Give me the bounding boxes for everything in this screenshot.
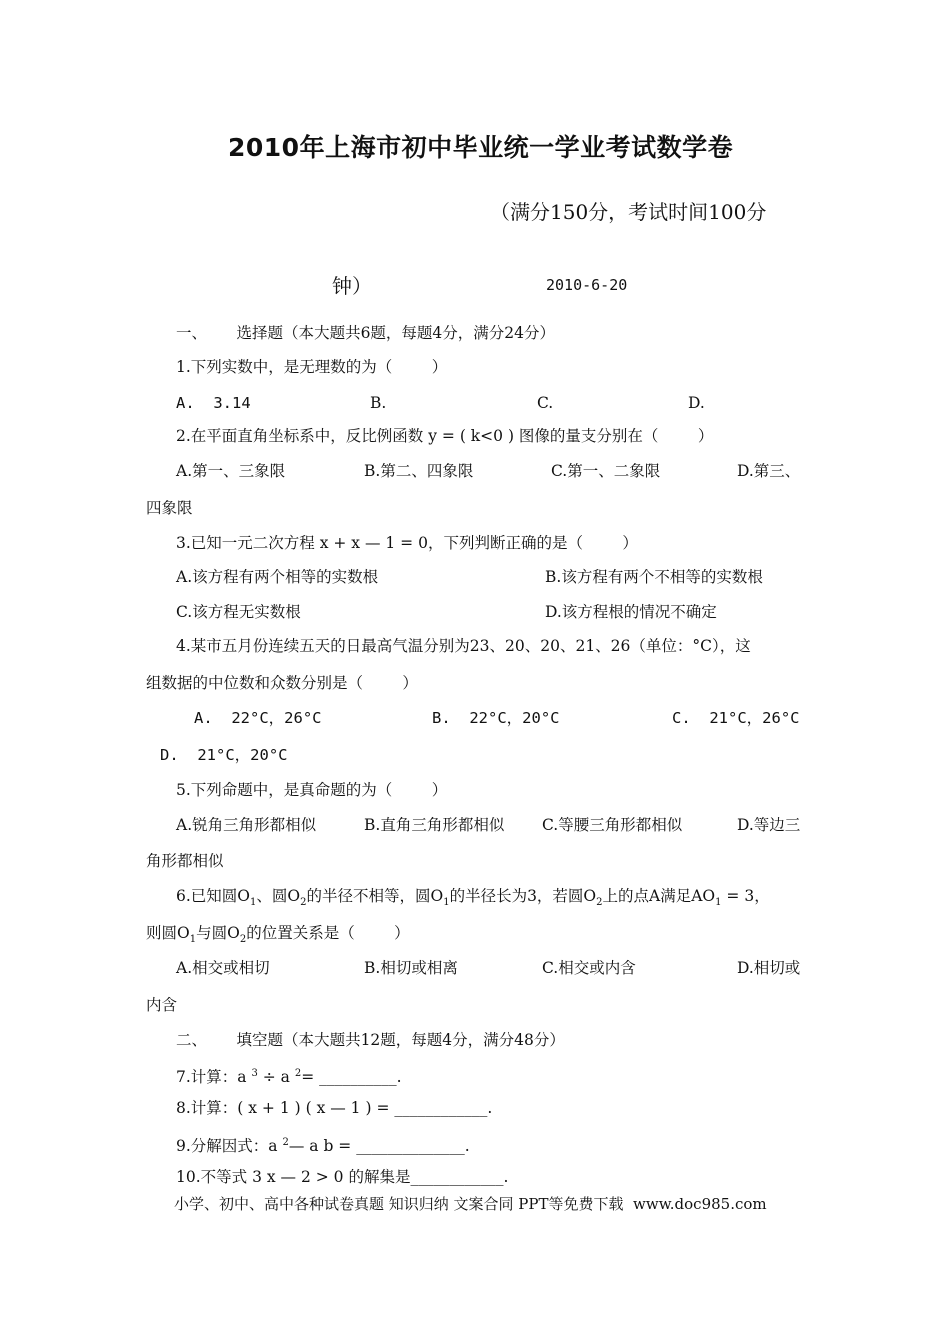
- q9-stem: 9.分解因式：a $^2$— a b = ______________.: [176, 1137, 470, 1156]
- q1-option-d: D.: [688, 394, 705, 412]
- q1-option-a: A. 3.14: [176, 394, 251, 412]
- q1-stem: 1.下列实数中，是无理数的为（ ）: [176, 358, 448, 376]
- q5-stem: 5.下列命题中，是真命题的为（ ）: [176, 781, 448, 799]
- q4-stem: 4.某市五月份连续五天的日最高气温分别为23、20、20、21、26（单位：°C），这: [176, 637, 751, 655]
- q2-stem: 2.在平面直角坐标系中，反比例函数 y = ( k<0 ) 图像的量支分别在（ ）: [176, 427, 714, 445]
- q3-option-b: B.该方程有两个不相等的实数根: [545, 568, 763, 586]
- q1-option-b: B.: [370, 394, 387, 412]
- exam-info-line2: 钟）: [332, 274, 372, 298]
- q2-option-d: D.第三、: [737, 462, 801, 480]
- q5-option-a: A.锐角三角形都相似: [176, 816, 317, 834]
- q10-stem: 10.不等式 3 x — 2 > 0 的解集是____________.: [176, 1168, 509, 1186]
- exam-info-line1: （满分150分，考试时间100分: [490, 200, 767, 224]
- section1-heading: 一、 选择题（本大题共6题，每题4分，满分24分）: [176, 324, 556, 342]
- section2-heading: 二、 填空题（本大题共12题，每题4分，满分48分）: [176, 1031, 565, 1049]
- q6-option-b: B.相切或相离: [364, 959, 458, 977]
- q3-option-a: A.该方程有两个相等的实数根: [176, 568, 379, 586]
- q6-option-a: A.相交或相切: [176, 959, 270, 977]
- q3-option-d: D.该方程根的情况不确定: [545, 603, 717, 621]
- document-title: 2010年上海市初中毕业统一学业考试数学卷: [228, 133, 734, 162]
- q8-stem: 8.计算：( x + 1 ) ( x — 1 ) = ____________.: [176, 1099, 493, 1117]
- q4-option-d: D. 21°C，20°C: [160, 746, 288, 764]
- q7-stem: 7.计算：a $^3$ ÷ a $^2$= __________.: [176, 1068, 402, 1087]
- q6-stem-continued: 则圆$O_1$与圆$O_2$的位置关系是（ ）: [146, 924, 410, 946]
- q4-option-a: A. 22°C，26°C: [194, 709, 322, 727]
- q2-option-d-continued: 四象限: [146, 499, 193, 517]
- q4-stem-continued: 组数据的中位数和众数分别是（ ）: [146, 674, 418, 692]
- q5-option-d-continued: 角形都相似: [146, 852, 224, 870]
- q1-option-c: C.: [537, 394, 554, 412]
- exam-date: 2010-6-20: [546, 276, 628, 294]
- q5-option-c: C.等腰三角形都相似: [542, 816, 683, 834]
- q2-option-a: A.第一、三象限: [176, 462, 286, 480]
- q6-option-c: C.相交或内含: [542, 959, 636, 977]
- q4-option-b: B. 22°C，20°C: [432, 709, 560, 727]
- q4-option-c: C. 21°C，26°C: [672, 709, 800, 727]
- q6-option-d: D.相切或: [737, 959, 801, 977]
- q6-option-d-continued: 内含: [146, 996, 178, 1014]
- q6-stem: 6.已知圆$O_1$、圆$O_2$的半径不相等，圆$O_1$的半径长为3，若圆$O_2$上的点A满足$AO_1 = 3$，: [176, 887, 770, 909]
- footer-text: 小学、初中、高中各种试卷真题 知识归纳 文案合同 PPT等免费下载 www.doc985.com: [174, 1195, 767, 1213]
- q2-option-b: B.第二、四象限: [364, 462, 474, 480]
- q3-option-c: C.该方程无实数根: [176, 603, 301, 621]
- q5-option-d: D.等边三: [737, 816, 801, 834]
- q5-option-b: B.直角三角形都相似: [364, 816, 505, 834]
- q2-option-c: C.第一、二象限: [551, 462, 661, 480]
- q3-stem: 3.已知一元二次方程 x + x — 1 = 0，下列判断正确的是（ ）: [176, 534, 638, 552]
